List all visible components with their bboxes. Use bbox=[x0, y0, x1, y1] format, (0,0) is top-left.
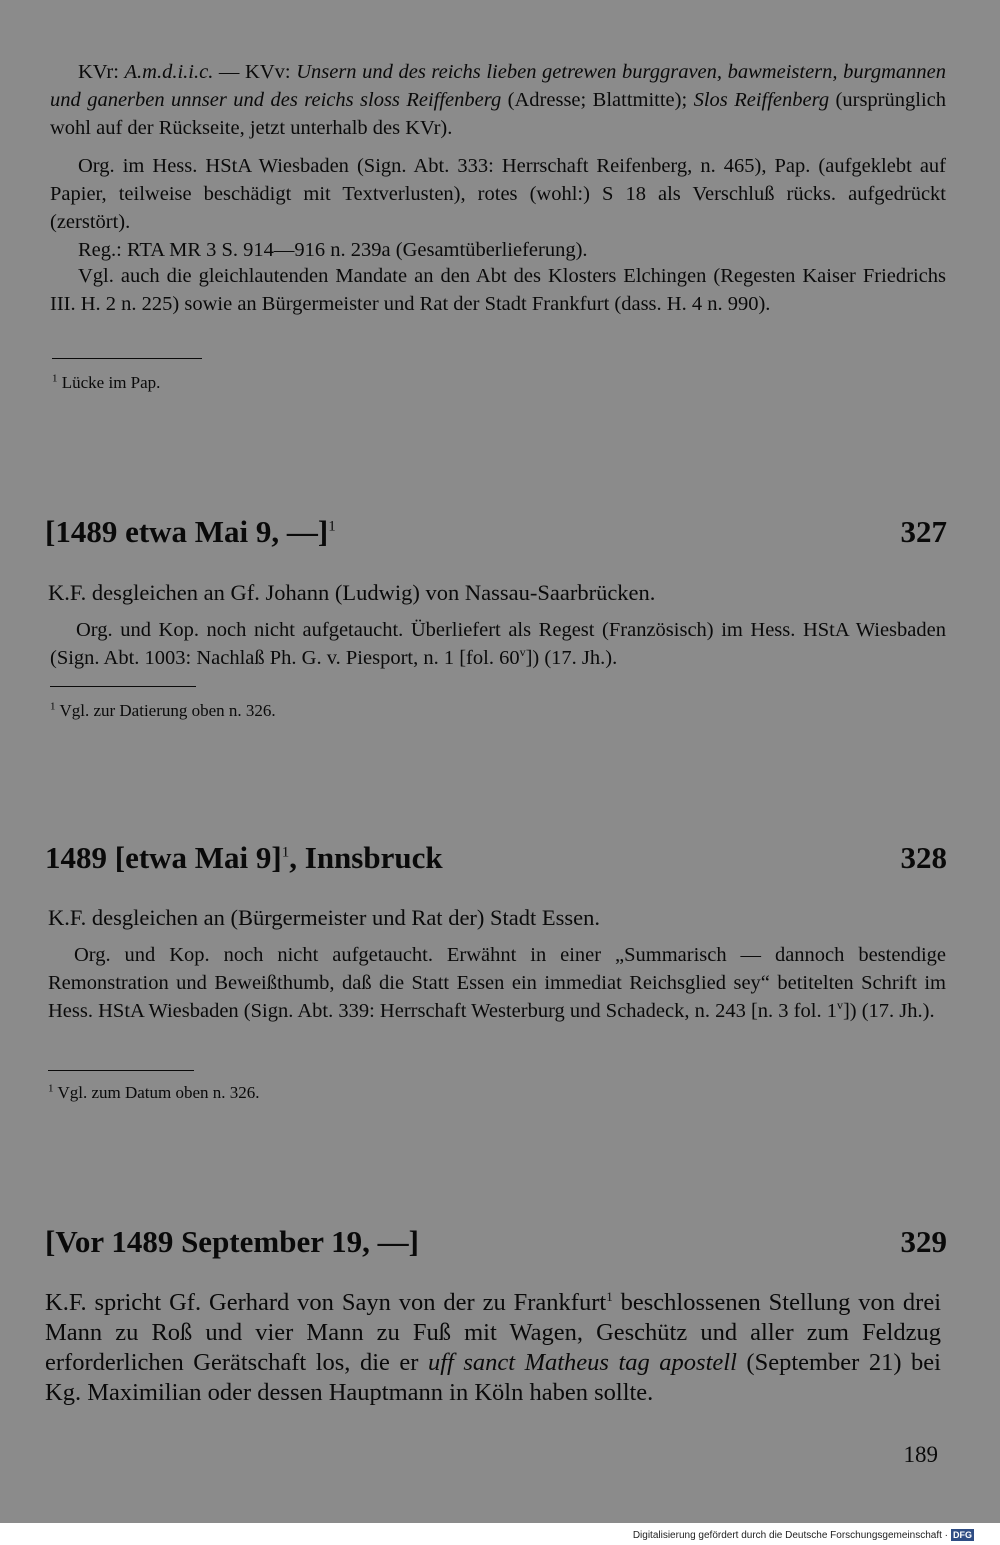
footnote-mark: 1 bbox=[606, 1288, 613, 1304]
entry-date: [Vor 1489 September 19, —] bbox=[45, 1224, 419, 1259]
footnote bbox=[52, 372, 160, 394]
place-text: , Innsbruck bbox=[289, 840, 443, 875]
footnote-mark: 1 bbox=[281, 844, 290, 861]
entry-number: 328 bbox=[900, 840, 947, 875]
text-run: Org. und Kop. noch nicht aufgetaucht. Überliefert als Regest (Französisch) im Hess. HStA Wiesbaden (Sign. Abt. 1003: Nachlaß Ph. G. v. Piesport, n. 1 [fol. 60 bbox=[50, 619, 946, 669]
entry-number: 327 bbox=[900, 514, 947, 549]
entry-summary: K.F. desgleichen an Gf. Johann (Ludwig) von Nassau-Saarbrücken. bbox=[48, 580, 656, 605]
footnote-mark: 1 bbox=[328, 518, 336, 535]
footnote bbox=[50, 700, 276, 722]
page-number: 189 bbox=[903, 1442, 938, 1467]
entry-note bbox=[50, 616, 946, 672]
italic-run: Unsern und des reichs lieben getrewen burggraven, bawmeistern, burgmannen und ganerben unnser und des reichs sloss Reiffenberg bbox=[50, 61, 946, 111]
entry-heading-327 bbox=[45, 512, 947, 552]
regest-reference: Reg.: RTA MR 3 S. 914—916 n. 239a (Gesamtüberlieferung). bbox=[78, 239, 588, 261]
footnote-rule bbox=[50, 686, 196, 687]
comparison-note: Vgl. auch die gleichlautenden Mandate an den Abt des Klosters Elchingen (Regesten Kaiser Friedrichs III. H. 2 n. 225) sowie an Bürgermeister und Rat der Stadt Frankfurt (dass. H. 4 n. 990). bbox=[50, 265, 946, 315]
superscript: v bbox=[519, 645, 526, 660]
entry-heading-328 bbox=[45, 838, 947, 878]
text-run: ]) (17. Jh.). bbox=[525, 647, 618, 669]
italic-run: A.m.d.i.i.c. bbox=[124, 61, 214, 83]
carryover-paragraph bbox=[50, 58, 946, 142]
entry-date bbox=[45, 512, 336, 552]
entry-number: 329 bbox=[900, 1224, 947, 1259]
dfg-footer bbox=[633, 1529, 974, 1541]
dfg-logo-icon: DFG bbox=[953, 1530, 972, 1540]
text-run: KVr: bbox=[78, 61, 125, 83]
text-run: — KVv: bbox=[213, 61, 297, 83]
archive-note: Org. im Hess. HStA Wiesbaden (Sign. Abt. 333: Herrschaft Reifenberg, n. 465), Pap. (aufgeklebt auf Papier, teilweise beschädigt mit Textverlusten), rotes (wohl:) S 18 als Verschluß rücks. aufgedrückt (zerstört). bbox=[50, 155, 946, 233]
footnote-mark: 1 bbox=[48, 1082, 54, 1095]
footnote bbox=[48, 1082, 260, 1104]
footnote-text: Vgl. zum Datum oben n. 326. bbox=[53, 1083, 260, 1102]
superscript: v bbox=[836, 998, 843, 1013]
footnote-text: Vgl. zur Datierung oben n. 326. bbox=[55, 701, 276, 720]
text-run: K.F. spricht Gf. Gerhard von Sayn von der zu Frankfurt bbox=[45, 1289, 607, 1316]
text-run: ]) (17. Jh.). bbox=[842, 1000, 935, 1022]
italic-run: Slos Reiffenberg bbox=[693, 89, 830, 111]
footnote-mark: 1 bbox=[52, 372, 58, 385]
footnote-mark: 1 bbox=[50, 700, 56, 713]
text-run: Org. und Kop. noch nicht aufgetaucht. Erwähnt in einer „Summarisch — dannoch bestendige Remonstration und Beweißthumb, daß die Statt Essen ein immediat Reichsglied sey“ betitelten Schrift im Hess. HStA Wiesbaden (Sign. Abt. 339: Herrschaft Westerburg und Schadeck, n. 243 [n. 3 fol. 1 bbox=[48, 944, 946, 1022]
footnote-rule bbox=[52, 358, 202, 359]
text-run: beschlossenen Stellung von drei Mann zu Roß und vier Mann zu Fuß mit Wagen, Geschütz und aller zum Feldzug erforderlichen Gerätschaft los, die er bbox=[45, 1289, 942, 1376]
entry-summary: K.F. desgleichen an (Bürgermeister und Rat der) Stadt Essen. bbox=[48, 905, 601, 930]
date-text: 1489 [etwa Mai 9] bbox=[45, 840, 282, 875]
footnote-rule bbox=[48, 1070, 194, 1071]
footnote-text: Lücke im Pap. bbox=[57, 373, 161, 392]
entry-date bbox=[45, 838, 443, 878]
entry-note bbox=[48, 941, 946, 1025]
entry-heading-329 bbox=[45, 1222, 947, 1262]
text-run: (Adresse; Blattmitte); bbox=[501, 89, 694, 111]
date-text: [1489 etwa Mai 9, —] bbox=[45, 514, 329, 549]
footer-text: Digitalisierung gefördert durch die Deutsche Forschungsgemeinschaft · bbox=[632, 1529, 948, 1541]
italic-run: uff sanct Matheus tag apostell bbox=[427, 1349, 737, 1376]
entry-summary bbox=[45, 1288, 941, 1408]
text-run: (ursprünglich wohl auf der Rückseite, jetzt unterhalb des KVr). bbox=[50, 89, 946, 139]
text-run: (September 21) bei Kg. Maximilian oder dessen Hauptmann in Köln haben sollte. bbox=[45, 1349, 941, 1406]
